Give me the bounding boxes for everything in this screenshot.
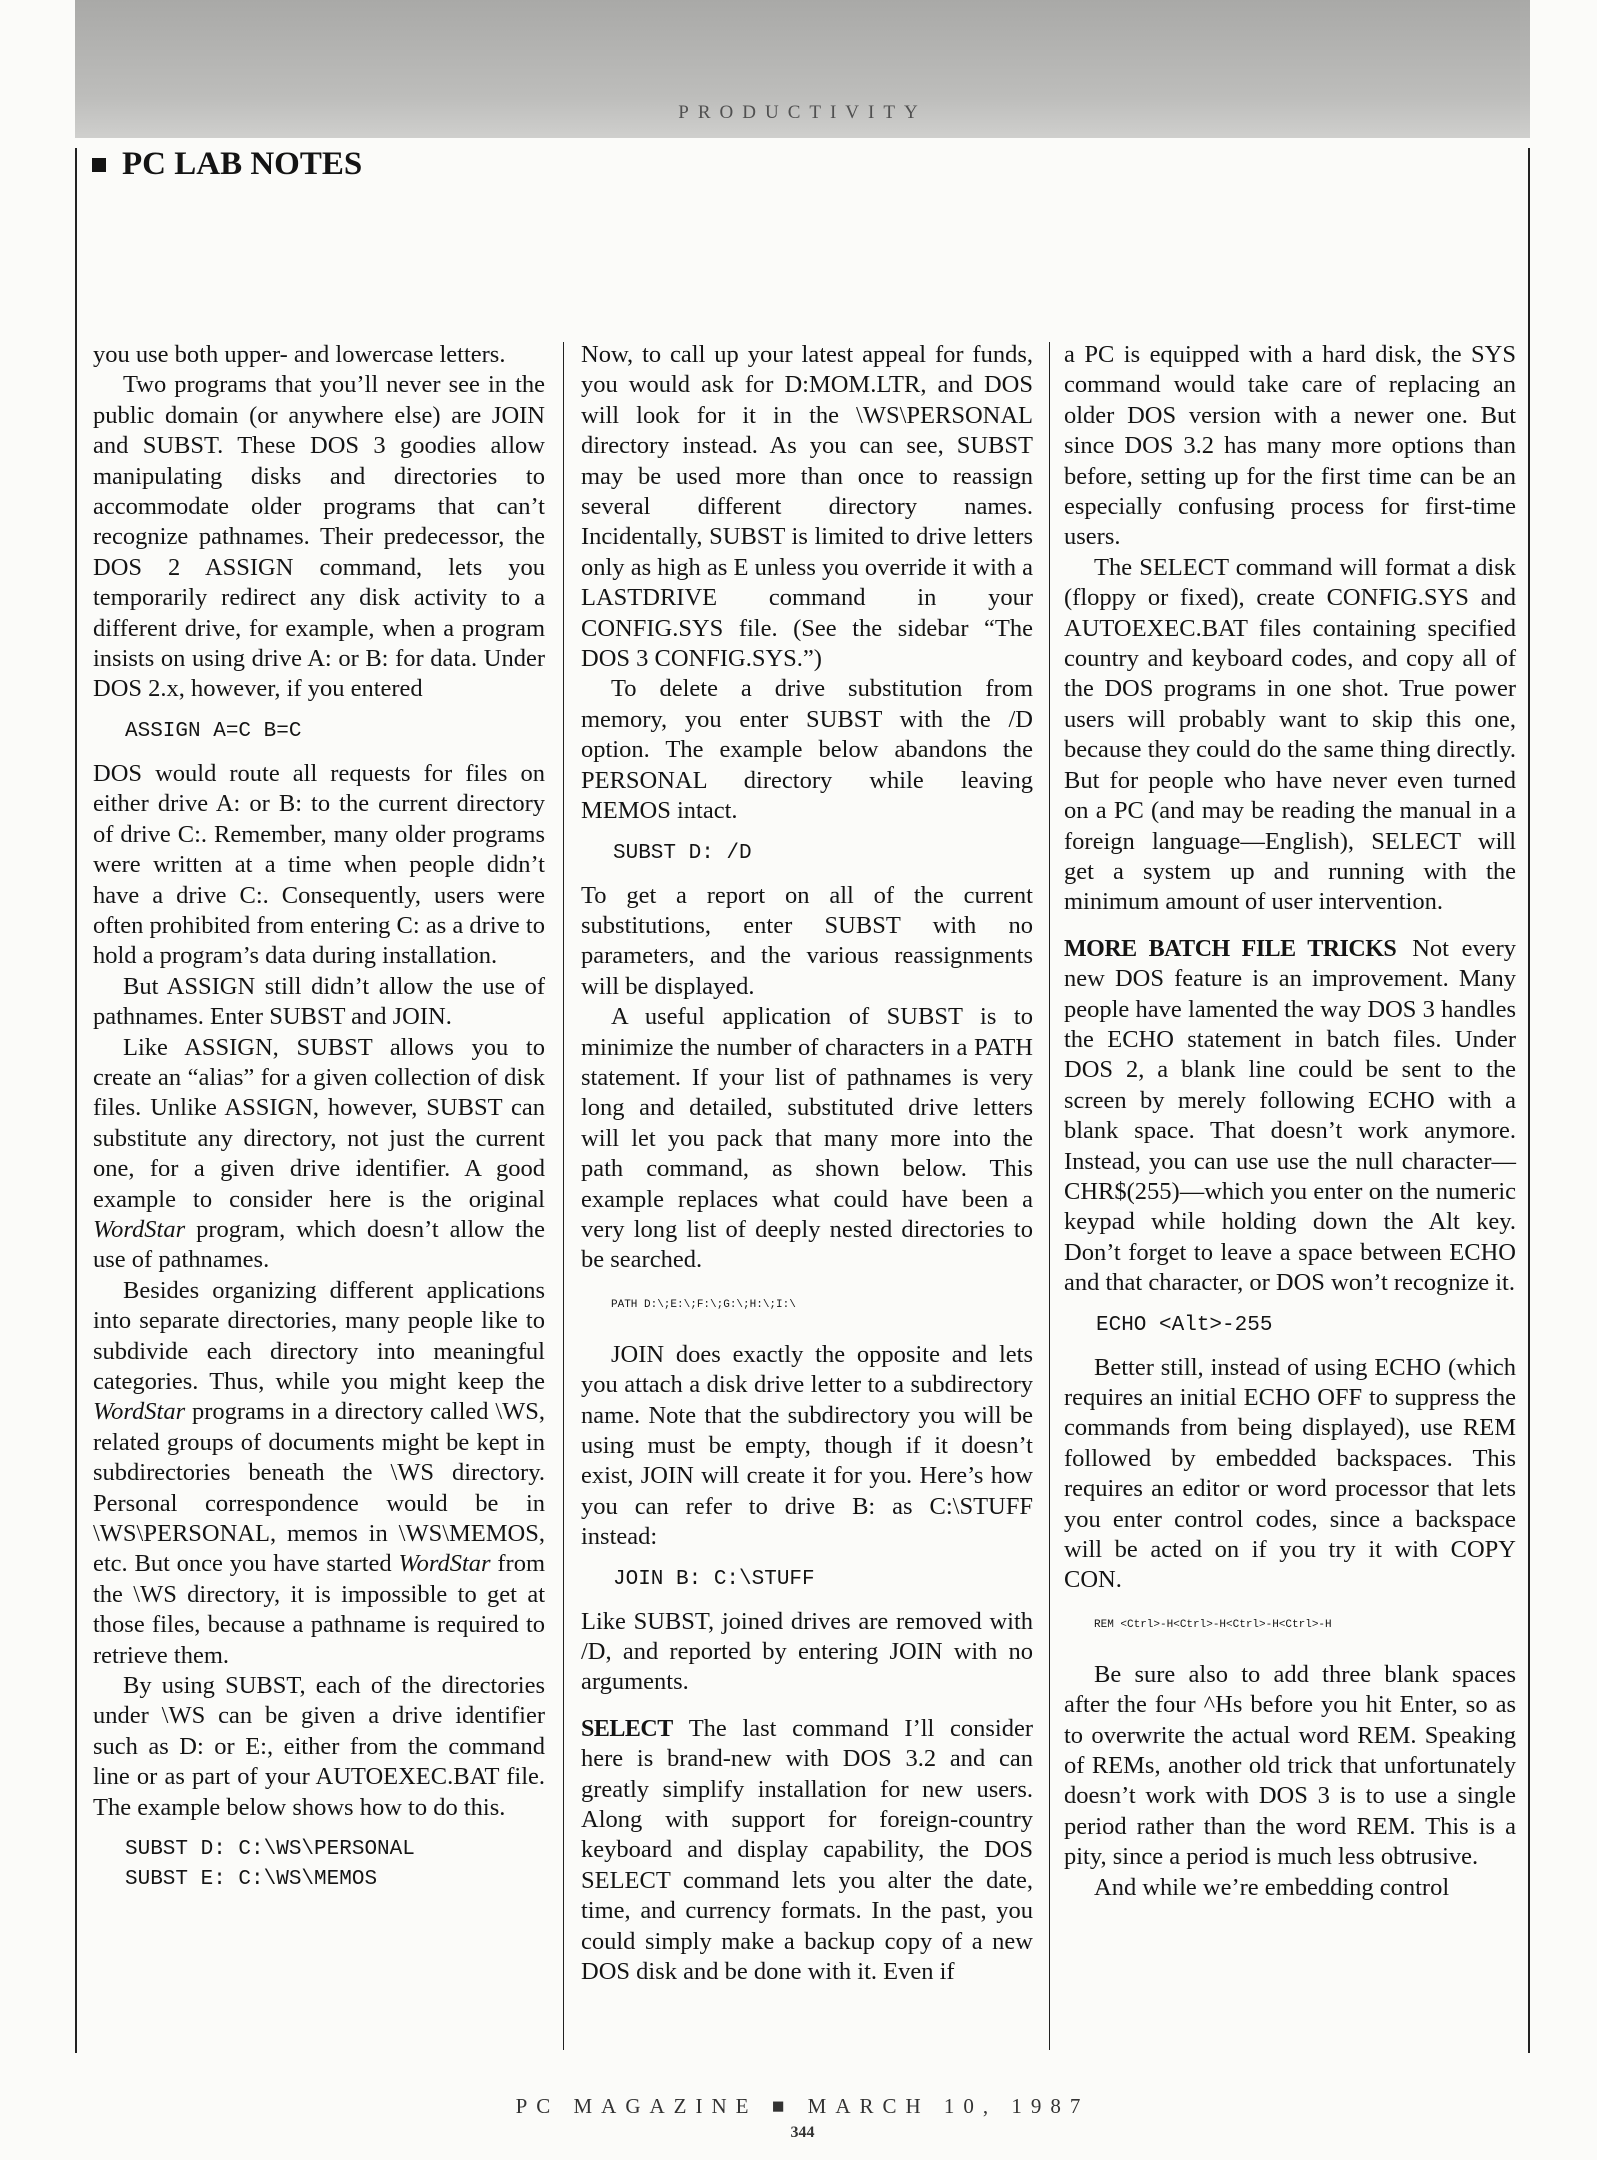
left-border-rule [75,148,77,2053]
paragraph: Besides organizing different applications into separate directories, many people like to subdivide each directory into meaningful categories. Thus, while you might keep the WordStar programs in a directory called \WS, related groups of documents might be kept in subdirectories beneath the \WS directory. Personal correspondence would be in \WS\PERSONAL, memos in \WS\MEMOS, etc. But once you have started WordStar from the \WS directory, it is impossible to get at those files, because a pathname is required to retrieve them. [93,1276,546,1669]
paragraph: Now, to call up your latest appeal for funds, you would ask for D:MOM.LTR, and DOS will look for it in the \WS\PERSONAL directory instead. As you can see, SUBST may be used more than once to reassign several different directory names. Incidentally, SUBST is limited to drive letters only as high as E unless you override it with a LASTDRIVE command in your CONFIG.SYS file. (See the sidebar “The DOS 3 CONFIG.SYS.”) [581,341,1033,673]
paragraph: Two programs that you’ll never see in the public domain (or anywhere else) are JOIN and SUBST. These DOS 3 goodies allow manipulating disks and directories to accommodate older programs that can’t recognize pathnames. Their predecessor, the DOS 2 ASSIGN command, lets you temporarily redirect any disk activity to a different drive, for example, when a program insists on using drive A: or B: for data. Under DOS 2.x, however, if you entered [93,371,545,703]
italic-title: WordStar [93,1215,186,1243]
paragraph: The SELECT command will format a disk (floppy or fixed), create CONFIG.SYS and AUTOEXEC.BAT files containing specified country and keyboard codes, and copy all of the DOS programs in one shot. True power users will probably want to skip this one, because they could do the same thing directly. But for people who have never even turned on a PC (and may be reading the manual in a foreign language—English), SELECT will get a system up and running with the minimum amount of user intervention. [1064,553,1516,916]
paragraph: To delete a drive substitution from memory, you enter SUBST with the /D option. The example below abandons the PERSONAL directory while leaving MEMOS intact. [581,675,1033,825]
right-border-rule [1528,148,1530,2053]
code-block: PATH D:\;E:\;F:\;G:\;H:\;I:\ [611,1298,796,1311]
paragraph: By using SUBST, each of the directories under \WS can be given a drive identifier such as D: or E:, either from the command line or as part of your AUTOEXEC.BAT file. The example below shows how to do this. [93,1672,545,1821]
square-bullet-icon [92,158,106,172]
page-number: 344 [790,2124,815,2141]
code-block: SUBST D: /D [613,841,752,865]
paragraph: Like SUBST, joined drives are removed with /D, and reported by entering JOIN with no arguments. [581,1607,1033,1696]
column-3 [1064,340,1516,1903]
italic-title: WordStar [398,1550,491,1578]
column-divider-2 [1049,342,1050,2050]
column-1 [93,340,545,1907]
section-label: PRODUCTIVITY [678,102,927,123]
paragraph: Better still, instead of using ECHO (which requires an initial ECHO OFF to suppress the commands from being displayed), use REM followed by embedded backspaces. This requires an editor or word processor that lets you enter control codes, since a backspace will be acted on if you try it with COPY CON. [1064,1353,1516,1594]
run-in-heading: MORE BATCH FILE TRICKS [1064,935,1397,962]
italic-title: WordStar [93,1398,186,1426]
paragraph: A useful application of SUBST is to minimize the number of characters in a PATH statement. If your list of pathnames is very long and detailed, substituted drive letters will let you pack that many more into the path command, as shown below. This example replaces what could have been a very long list of deeply nested directories to be searched. [581,1003,1033,1274]
code-block: JOIN B: C:\STUFF [613,1567,815,1591]
header-title: PC LAB NOTES [122,146,363,182]
page-header [92,146,362,183]
paragraph: And while we’re embedding control [1094,1873,1450,1901]
paragraph: a PC is equipped with a hard disk, the SYS command would take care of replacing an older DOS version with a newer one. But since DOS 3.2 has many more options than before, setting up for the first time can be an especially confusing process for first-time users. [1064,341,1516,551]
paragraph: SELECT The last command I’ll consider here is brand-new with DOS 3.2 and can greatly simplify installation for new users. Along with support for foreign-country keyboard and display capability, the DOS SELECT command lets you alter the date, time, and currency formats. In the past, you could simply make a backup copy of a new DOS disk and be done with it. Even if [581,1714,1033,1986]
column-divider-1 [563,342,564,2050]
code-block: ASSIGN A=C B=C [125,719,302,743]
code-block: ECHO <Alt>-255 [1096,1313,1273,1337]
code-block: REM <Ctrl>-H<Ctrl>-H<Ctrl>-H<Ctrl>-H [1094,1618,1332,1631]
paragraph: But ASSIGN still didn’t allow the use of pathnames. Enter SUBST and JOIN. [93,972,545,1031]
paragraph: To get a report on all of the current substitutions, enter SUBST with no parameters, and the various reassignments will be displayed. [581,881,1033,1000]
paragraph: MORE BATCH FILE TRICKS Not every new DOS feature is an improvement. Many people have lamented the way DOS 3 handles the ECHO statement in batch files. Under DOS 2, a blank line could be sent to the screen by merely following ECHO with a blank space. That doesn’t work anymore. Instead, you can use use the null character—CHR$(255)—which you enter on the numeric keypad while holding down the Alt key. Don’t forget to leave a space between ECHO and that character, or DOS won’t recognize it. [1064,934,1516,1297]
run-in-heading: SELECT [581,1715,673,1742]
code-block: SUBST D: C:\WS\PERSONAL SUBST E: C:\WS\MEMOS [125,1838,415,1892]
paragraph: Like ASSIGN, SUBST allows you to create an “alias” for a given collection of disk files. Unlike ASSIGN, however, SUBST can substitute any directory, not just the current one, for a given drive identifier. A good example to consider here is the original WordStar program, which doesn’t allow the use of pathnames. [93,1033,545,1274]
paragraph: DOS would route all requests for files on either drive A: or B: to the current directory of drive C:. Remember, many older programs were written at a time when people didn’t have a drive C:. Consequently, users were often prohibited from entering C: as a drive to hold a program’s data during installation. [93,759,545,970]
paragraph: JOIN does exactly the opposite and lets you attach a disk drive letter to a subdirectory name. Note that the subdirectory you will be using must be empty, though if it doesn’t exist, JOIN will create it for you. Here’s how you can refer to drive B: as C:\STUFF instead: [581,1340,1033,1551]
paragraph: Be sure also to add three blank spaces after the four ^Hs before you hit Enter, so as to overwrite the actual word REM. Speaking of REMs, another old trick that unfortunately doesn’t work with DOS 3 is to use a single period rather than the word REM. This is a pity, since a period is much less obtrusive. [1064,1660,1516,1871]
footer-line: PC MAGAZINE ■ MARCH 10, 1987 [515,2094,1090,2118]
paragraph: you use both upper- and lowercase letters. [93,341,506,368]
column-2 [581,340,1033,1988]
